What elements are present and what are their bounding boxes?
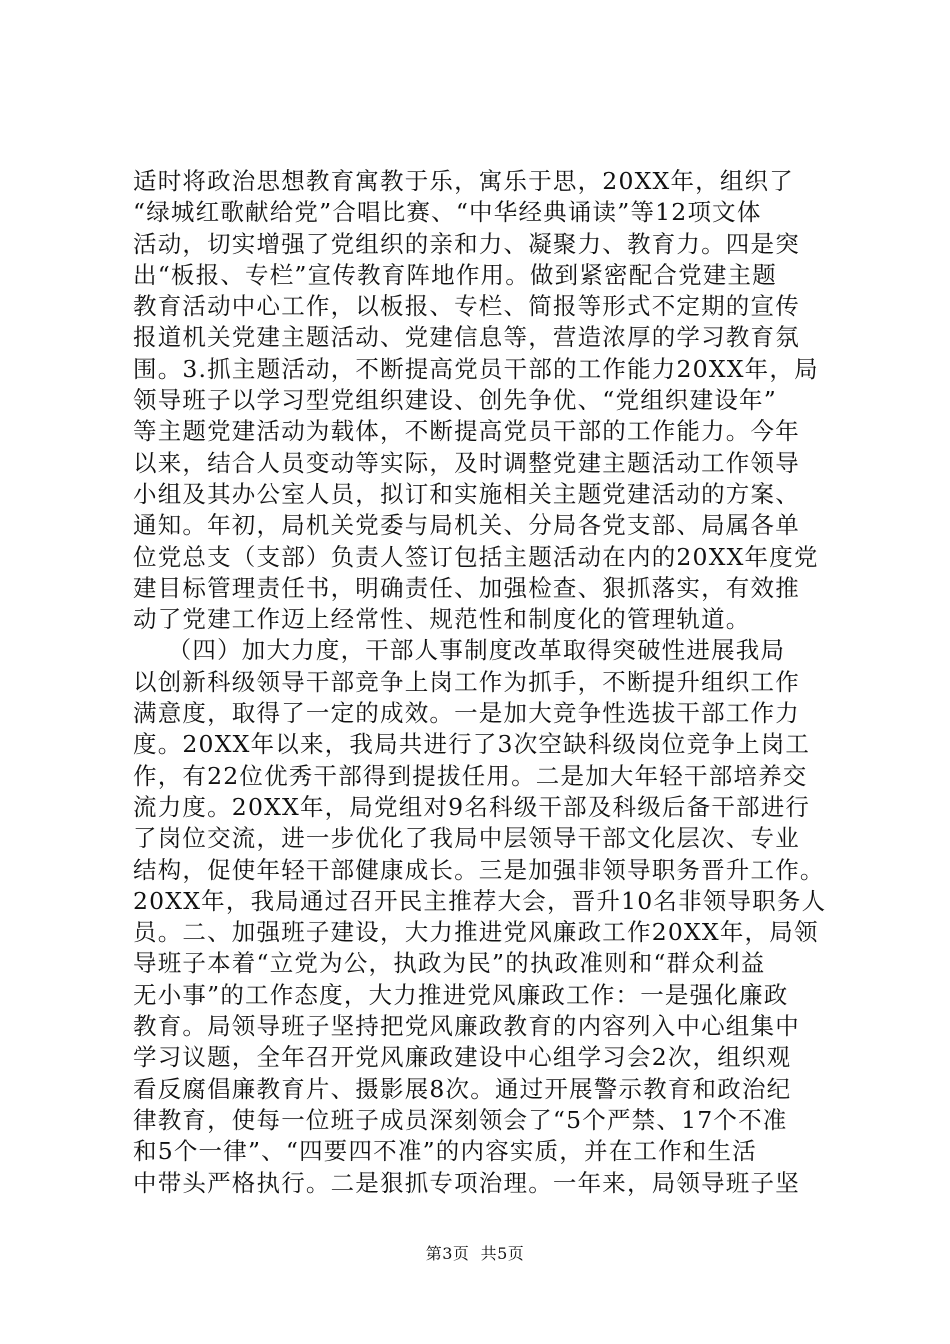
text-line: 度。20XX年以来，我局共进行了3次空缺科级岗位竞争上岗工: [133, 730, 811, 759]
text-line: 满意度，取得了一定的成效。一是加大竞争性选拔干部工作力: [133, 699, 800, 728]
text-line: （四）加大力度，干部人事制度改革取得突破性进展我局: [133, 636, 786, 665]
text-line: 领导班子以学习型党组织建设、创先争优、“党组织建设年”: [133, 386, 777, 415]
text-line: 看反腐倡廉教育片、摄影展8次。通过开展警示教育和政治纪: [133, 1074, 792, 1103]
text-line: 律教育，使每一位班子成员深刻领会了“5个严禁、17个不准: [133, 1105, 788, 1134]
text-line: 流力度。20XX年，局党组对9名科级干部及科级后备干部进行: [133, 792, 811, 821]
text-line: 适时将政治思想教育寓教于乐，寓乐于思，20XX年，组织了: [133, 167, 794, 195]
text-line: 导班子本着“立党为公，执政为民”的执政准则和“群众利益: [133, 949, 766, 978]
text-line: 无小事”的工作态度，大力推进党风廉政工作：一是强化廉政: [133, 980, 789, 1009]
text-line: 动了党建工作迈上经常性、规范性和制度化的管理轨道。: [133, 605, 751, 634]
text-line: 20XX年，我局通过召开民主推荐大会，晋升10名非领导职务人: [133, 886, 827, 915]
text-line: “绿城红歌献给党”合唱比赛、“中华经典诵读”等12项文体: [133, 198, 762, 227]
text-line: 以创新科级领导干部竞争上岗工作为抓手，不断提升组织工作: [133, 667, 800, 696]
text-line: 等主题党建活动为载体，不断提高党员干部的工作能力。今年: [133, 417, 800, 446]
text-line: 活动，切实增强了党组织的亲和力、凝聚力、教育力。四是突: [133, 229, 800, 258]
text-line: 位党总支（支部）负责人签订包括主题活动在内的20XX年度党: [133, 542, 819, 571]
text-line: 结构，促使年轻干部健康成长。三是加强非领导职务晋升工作。: [133, 855, 825, 884]
text-line: 教育。局领导班子坚持把党风廉政教育的内容列入中心组集中: [133, 1012, 800, 1041]
text-line: 学习议题，全年召开党风廉政建设中心组学习会2次，组织观: [133, 1043, 792, 1072]
text-line: 出“板报、专栏”宣传教育阵地作用。做到紧密配合党建主题: [133, 260, 777, 289]
text-line: 作，有22位优秀干部得到提拔任用。二是加大年轻干部培养交: [133, 761, 808, 790]
text-line: 教育活动中心工作，以板报、专栏、简报等形式不定期的宣传: [133, 292, 800, 321]
text-line: 小组及其办公室人员，拟订和实施相关主题党建活动的方案、: [133, 479, 800, 508]
text-line: 员。二、加强班子建设，大力推进党风廉政工作20XX年，局领: [133, 918, 819, 947]
text-line: 围。3.抓主题活动，不断提高党员干部的工作能力20XX年，局: [133, 354, 819, 383]
page-number-footer: 第3页 共5页: [425, 1244, 525, 1263]
text-line: 和5个一律”、“四要四不准”的内容实质，并在工作和生活: [133, 1137, 757, 1166]
text-line: 中带头严格执行。二是狠抓专项治理。一年来，局领导班子坚: [133, 1168, 800, 1197]
text-line: 以来，结合人员变动等实际，及时调整党建主题活动工作领导: [133, 448, 800, 477]
text-line: 了岗位交流，进一步优化了我局中层领导干部文化层次、专业: [133, 824, 800, 853]
body-text: [133, 166, 833, 1199]
text-line: 报道机关党建主题活动、党建信息等，营造浓厚的学习教育氛: [133, 323, 800, 352]
text-line: 建目标管理责任书，明确责任、加强检查、狠抓落实，有效推: [133, 573, 800, 602]
text-line: 通知。年初，局机关党委与局机关、分局各党支部、局属各单: [133, 511, 800, 540]
